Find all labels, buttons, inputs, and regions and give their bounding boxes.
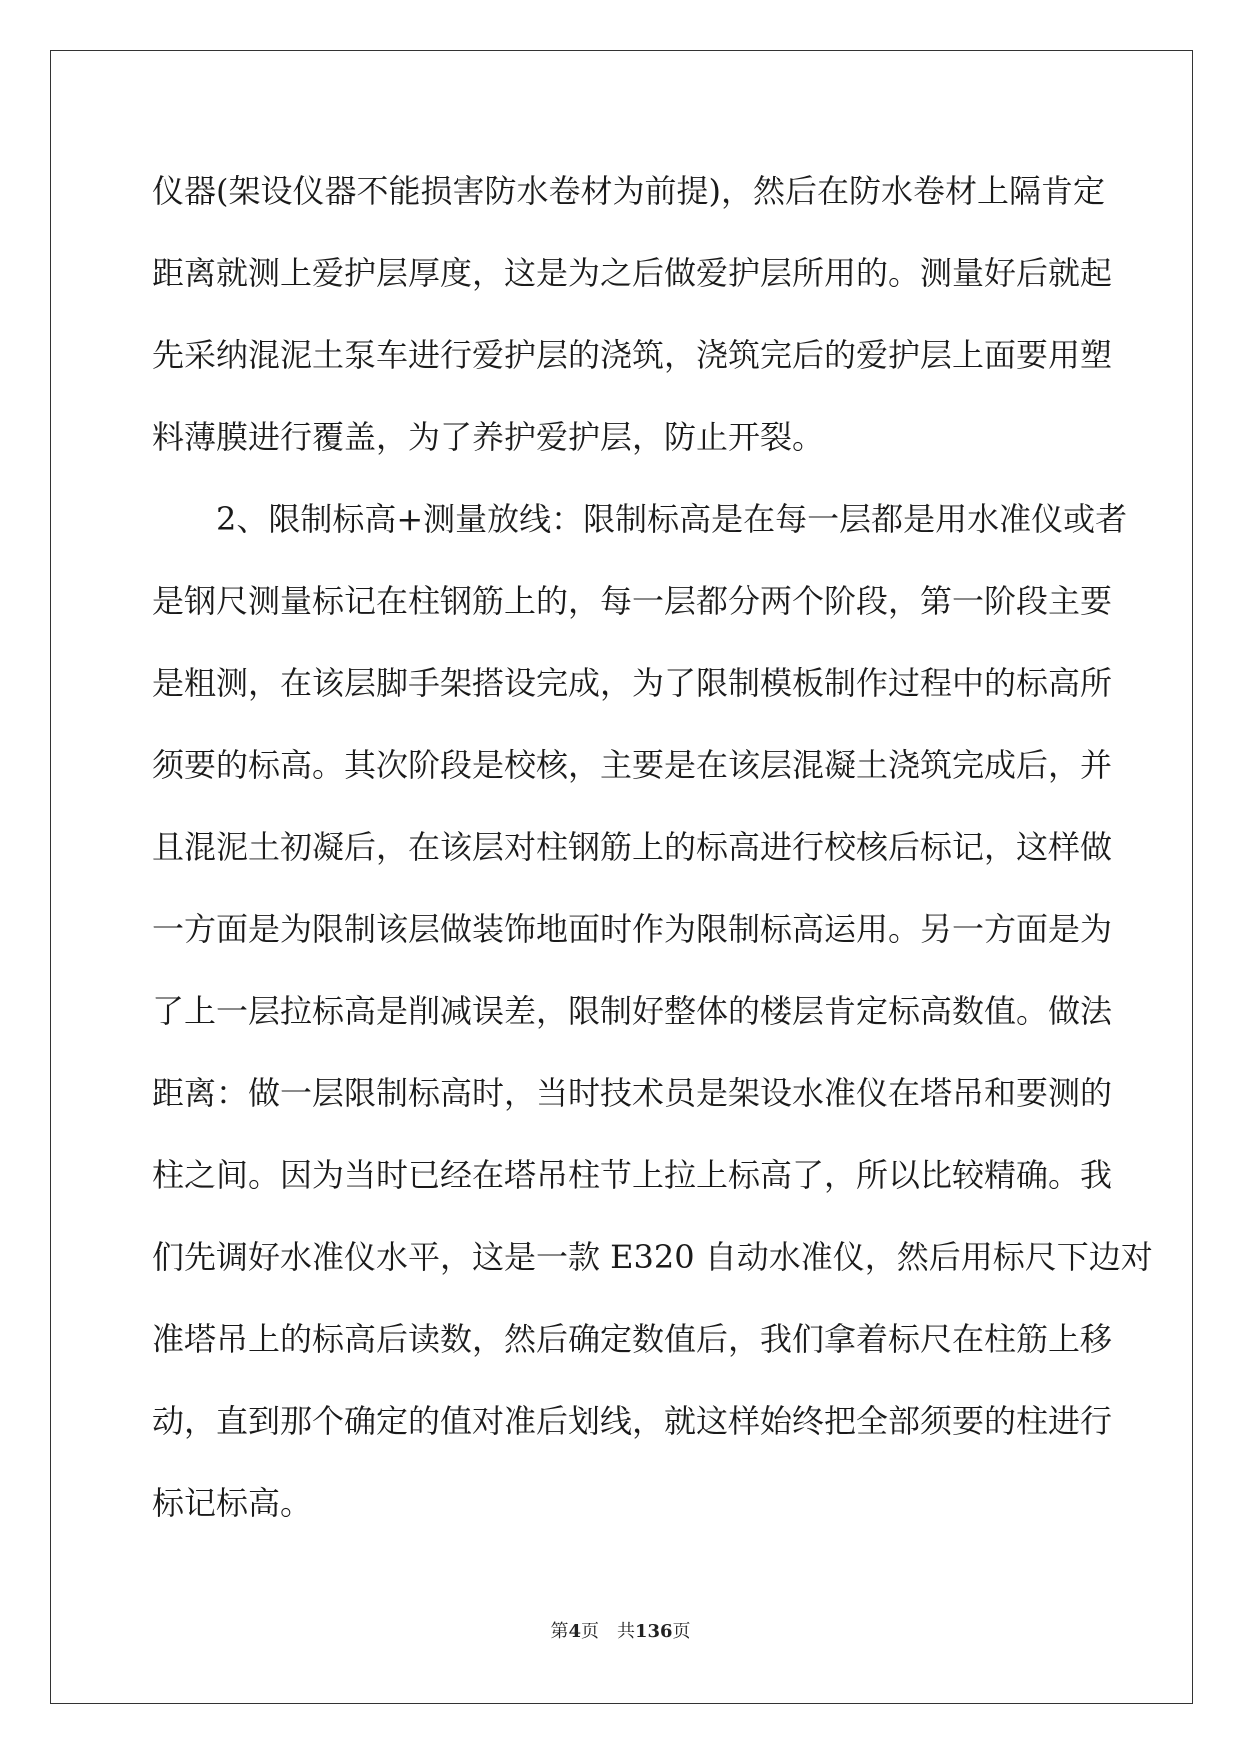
text-line: 且混泥土初凝后，在该层对柱钢筋上的标高进行校核后标记，这样做 (152, 828, 1113, 866)
footer-middle: 页 共 (580, 1621, 635, 1642)
current-page-number: 4 (568, 1621, 581, 1642)
text-line: 动，直到那个确定的值对准后划线，就这样始终把全部须要的柱进行 (152, 1402, 1113, 1440)
text-line: 须要的标高。其次阶段是校核，主要是在该层混凝土浇筑完成后，并 (152, 746, 1113, 784)
text-line: 柱之间。因为当时已经在塔吊柱节上拉上标高了，所以比较精确。我 (152, 1156, 1113, 1194)
text-line: 距离：做一层限制标高时，当时技术员是架设水准仪在塔吊和要测的 (152, 1074, 1113, 1112)
text-line: 了上一层拉标高是削减误差，限制好整体的楼层肯定标高数值。做法 (152, 992, 1113, 1030)
text-line: 准塔吊上的标高后读数，然后确定数值后，我们拿着标尺在柱筋上移 (152, 1320, 1113, 1358)
text-line: 是粗测，在该层脚手架搭设完成，为了限制模板制作过程中的标高所 (152, 664, 1113, 702)
document-body (152, 150, 1153, 1544)
text-line: 一方面是为限制该层做装饰地面时作为限制标高运用。另一方面是为 (152, 910, 1113, 948)
page-footer (0, 1617, 1241, 1643)
text-line: 是钢尺测量标记在柱钢筋上的，每一层都分两个阶段，第一阶段主要 (152, 582, 1113, 620)
text-line: 料薄膜进行覆盖，为了养护爱护层，防止开裂。 (152, 418, 825, 456)
footer-suffix: 页 (672, 1621, 691, 1642)
footer-prefix: 第 (550, 1621, 569, 1642)
text-line: 们先调好水准仪水平，这是一款 E320 自动水准仪，然后用标尺下边对 (152, 1238, 1153, 1276)
text-line: 标记标高。 (152, 1484, 313, 1522)
text-line: 先采纳混泥土泵车进行爱护层的浇筑，浇筑完后的爱护层上面要用塑 (152, 336, 1113, 374)
paragraph-1 (152, 150, 1113, 478)
total-page-count: 136 (634, 1621, 673, 1642)
paragraph-2 (152, 478, 1153, 1544)
text-line: 2、限制标高+测量放线：限制标高是在每一层都是用水准仪或者 (152, 500, 1128, 538)
text-line: 距离就测上爱护层厚度，这是为之后做爱护层所用的。测量好后就起 (152, 254, 1113, 292)
text-line: 仪器(架设仪器不能损害防水卷材为前提)，然后在防水卷材上隔肯定 (152, 172, 1105, 210)
